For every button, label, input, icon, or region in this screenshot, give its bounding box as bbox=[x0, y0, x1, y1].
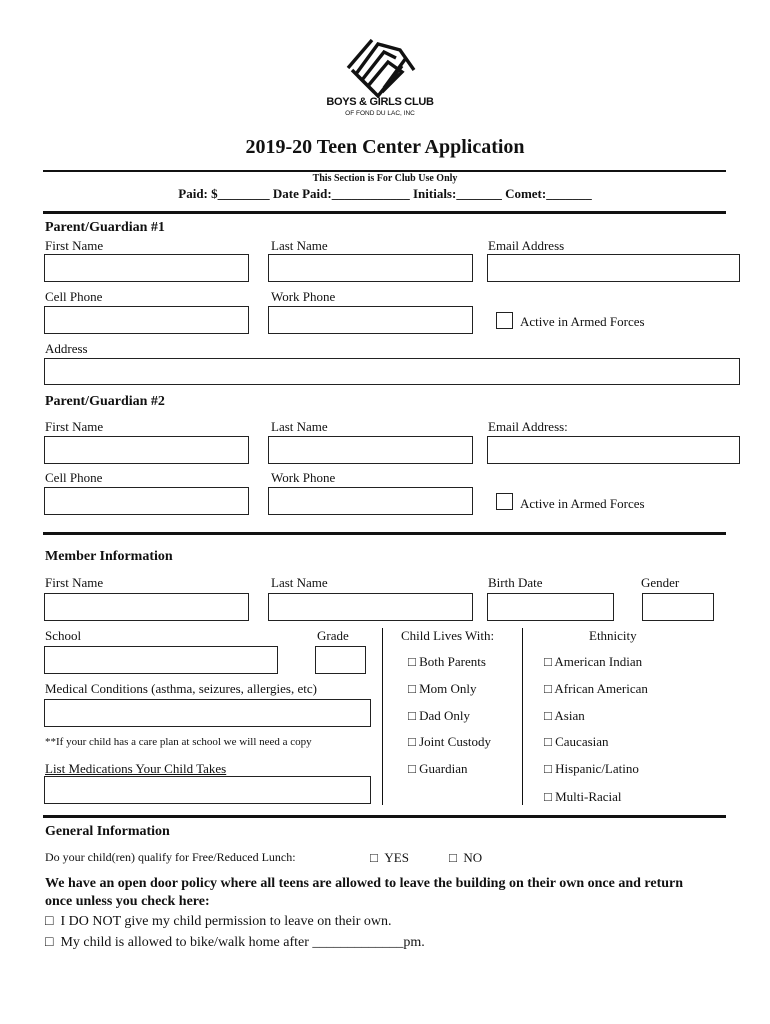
ethnicity-option[interactable] bbox=[544, 761, 639, 777]
lives-with-heading: Child Lives With: bbox=[401, 628, 495, 643]
guardian2-cell-phone-label: Cell Phone bbox=[45, 470, 103, 485]
guardian2-work-phone-field[interactable] bbox=[268, 487, 473, 515]
lives-with-option-label: Both Parents bbox=[419, 654, 486, 669]
guardian1-email-label: Email Address bbox=[488, 238, 565, 253]
club-logo bbox=[318, 36, 442, 122]
ethnicity-option[interactable] bbox=[544, 708, 585, 724]
checkbox-icon[interactable]: □ bbox=[408, 734, 416, 749]
lives-with-option-label: Dad Only bbox=[419, 708, 471, 723]
checkbox-icon[interactable]: □ bbox=[408, 654, 416, 669]
member-medications-field[interactable] bbox=[44, 776, 371, 804]
divider-club-use bbox=[43, 211, 726, 214]
ethnicity-option-label: Multi-Racial bbox=[555, 789, 622, 804]
member-grade-label: Grade bbox=[317, 628, 349, 643]
guardian2-first-name-field[interactable] bbox=[44, 436, 249, 464]
logo-title: BOYS & GIRLS CLUB bbox=[326, 96, 434, 108]
lives-with-option[interactable] bbox=[408, 654, 486, 670]
checkbox-icon[interactable]: □ bbox=[45, 914, 54, 929]
member-medications-label: List Medications Your Child Takes bbox=[45, 761, 227, 776]
general-heading: General Information bbox=[45, 824, 170, 839]
permission-option-1[interactable] bbox=[45, 914, 392, 930]
guardian2-last-name-field[interactable] bbox=[268, 436, 473, 464]
guardian1-armed-forces-label: Active in Armed Forces bbox=[520, 314, 645, 329]
member-medical-field[interactable] bbox=[44, 699, 371, 727]
checkbox-icon[interactable]: □ bbox=[544, 734, 552, 749]
club-use-heading: This Section is For Club Use Only bbox=[312, 173, 458, 184]
checkbox-icon[interactable]: □ bbox=[370, 850, 378, 865]
open-door-policy: We have an open door policy where all teens are allowed to leave the building on their own once and return once unless you check here: bbox=[45, 876, 684, 909]
ethnicity-option[interactable] bbox=[544, 681, 648, 697]
checkbox-icon[interactable]: □ bbox=[408, 681, 416, 696]
member-medical-label: Medical Conditions (asthma, seizures, allergies, etc) bbox=[45, 681, 317, 696]
lives-with-option[interactable] bbox=[408, 681, 477, 697]
guardian1-address-label: Address bbox=[45, 341, 88, 356]
checkbox-icon[interactable]: □ bbox=[45, 935, 54, 950]
permission-option-2[interactable] bbox=[45, 935, 425, 951]
divider-general bbox=[43, 815, 726, 818]
lunch-no-label: NO bbox=[463, 850, 483, 865]
logo-subtitle: OF FOND DU LAC, INC bbox=[345, 110, 415, 117]
logo-hands-icon bbox=[318, 36, 442, 98]
checkbox-icon[interactable]: □ bbox=[408, 708, 416, 723]
guardian1-work-phone-label: Work Phone bbox=[271, 289, 336, 304]
ethnicity-option-label: American Indian bbox=[554, 654, 643, 669]
checkbox-icon[interactable]: □ bbox=[544, 708, 552, 723]
page-title: 2019-20 Teen Center Application bbox=[245, 136, 525, 158]
member-grade-field[interactable] bbox=[315, 646, 366, 674]
checkbox-icon[interactable]: □ bbox=[544, 761, 552, 776]
member-last-name-field[interactable] bbox=[268, 593, 473, 621]
checkbox-icon[interactable]: □ bbox=[544, 654, 552, 669]
guardian1-cell-phone-field[interactable] bbox=[44, 306, 249, 334]
guardian1-last-name-field[interactable] bbox=[268, 254, 473, 282]
guardian2-work-phone-label: Work Phone bbox=[271, 470, 336, 485]
guardian2-armed-forces-checkbox[interactable] bbox=[496, 493, 513, 510]
member-birth-date-label: Birth Date bbox=[488, 575, 543, 590]
guardian1-first-name-field[interactable] bbox=[44, 254, 249, 282]
ethnicity-option-label: Asian bbox=[554, 708, 585, 723]
lives-with-option[interactable] bbox=[408, 761, 467, 777]
lunch-no-option[interactable] bbox=[449, 850, 482, 866]
club-use-line: Paid: $________ Date Paid:____________ Initials:_______ Comet:_______ bbox=[178, 186, 592, 201]
guardian1-email-field[interactable] bbox=[487, 254, 740, 282]
member-first-name-label: First Name bbox=[45, 575, 104, 590]
guardian1-work-phone-field[interactable] bbox=[268, 306, 473, 334]
checkbox-icon[interactable]: □ bbox=[544, 681, 552, 696]
member-birth-date-field[interactable] bbox=[487, 593, 614, 621]
lunch-yes-option[interactable] bbox=[370, 850, 409, 866]
permission-option-2-label: My child is allowed to bike/walk home after _____________pm. bbox=[60, 935, 425, 950]
guardian1-heading: Parent/Guardian #1 bbox=[45, 220, 165, 235]
member-care-plan-note: **If your child has a care plan at school we will need a copy bbox=[45, 736, 312, 748]
guardian1-first-name-label: First Name bbox=[45, 238, 104, 253]
divider-member bbox=[43, 532, 726, 535]
ethnicity-option[interactable] bbox=[544, 734, 609, 750]
ethnicity-option[interactable] bbox=[544, 654, 642, 670]
ethnicity-option-label: African American bbox=[554, 681, 648, 696]
lives-with-option-label: Guardian bbox=[419, 761, 468, 776]
member-heading: Member Information bbox=[45, 549, 173, 564]
member-gender-label: Gender bbox=[641, 575, 680, 590]
lunch-yes-label: YES bbox=[384, 850, 409, 865]
guardian2-first-name-label: First Name bbox=[45, 419, 104, 434]
lives-with-option-label: Mom Only bbox=[419, 681, 477, 696]
divider-top bbox=[43, 170, 726, 172]
member-school-field[interactable] bbox=[44, 646, 278, 674]
column-divider-right bbox=[522, 628, 523, 805]
ethnicity-option[interactable] bbox=[544, 789, 622, 805]
guardian1-address-field[interactable] bbox=[44, 358, 740, 385]
guardian1-cell-phone-label: Cell Phone bbox=[45, 289, 103, 304]
lunch-question: Do your child(ren) qualify for Free/Reduced Lunch: bbox=[45, 850, 296, 864]
guardian2-email-field[interactable] bbox=[487, 436, 740, 464]
guardian2-armed-forces-label: Active in Armed Forces bbox=[520, 496, 645, 511]
guardian2-cell-phone-field[interactable] bbox=[44, 487, 249, 515]
lives-with-option[interactable] bbox=[408, 708, 470, 724]
guardian1-armed-forces-checkbox[interactable] bbox=[496, 312, 513, 329]
lives-with-option[interactable] bbox=[408, 734, 491, 750]
member-last-name-label: Last Name bbox=[271, 575, 328, 590]
guardian2-last-name-label: Last Name bbox=[271, 419, 328, 434]
member-school-label: School bbox=[45, 628, 82, 643]
guardian1-last-name-label: Last Name bbox=[271, 238, 328, 253]
checkbox-icon[interactable]: □ bbox=[544, 789, 552, 804]
checkbox-icon[interactable]: □ bbox=[408, 761, 416, 776]
guardian2-email-label: Email Address: bbox=[488, 419, 568, 434]
member-gender-field[interactable] bbox=[642, 593, 714, 621]
permission-option-1-label: I DO NOT give my child permission to leave on their own. bbox=[60, 914, 392, 929]
checkbox-icon[interactable]: □ bbox=[449, 850, 457, 865]
lives-with-option-label: Joint Custody bbox=[419, 734, 491, 749]
ethnicity-option-label: Caucasian bbox=[555, 734, 609, 749]
ethnicity-option-label: Hispanic/Latino bbox=[555, 761, 639, 776]
guardian2-heading: Parent/Guardian #2 bbox=[45, 394, 165, 409]
ethnicity-heading: Ethnicity bbox=[589, 628, 637, 643]
column-divider-left bbox=[382, 628, 383, 805]
member-first-name-field[interactable] bbox=[44, 593, 249, 621]
